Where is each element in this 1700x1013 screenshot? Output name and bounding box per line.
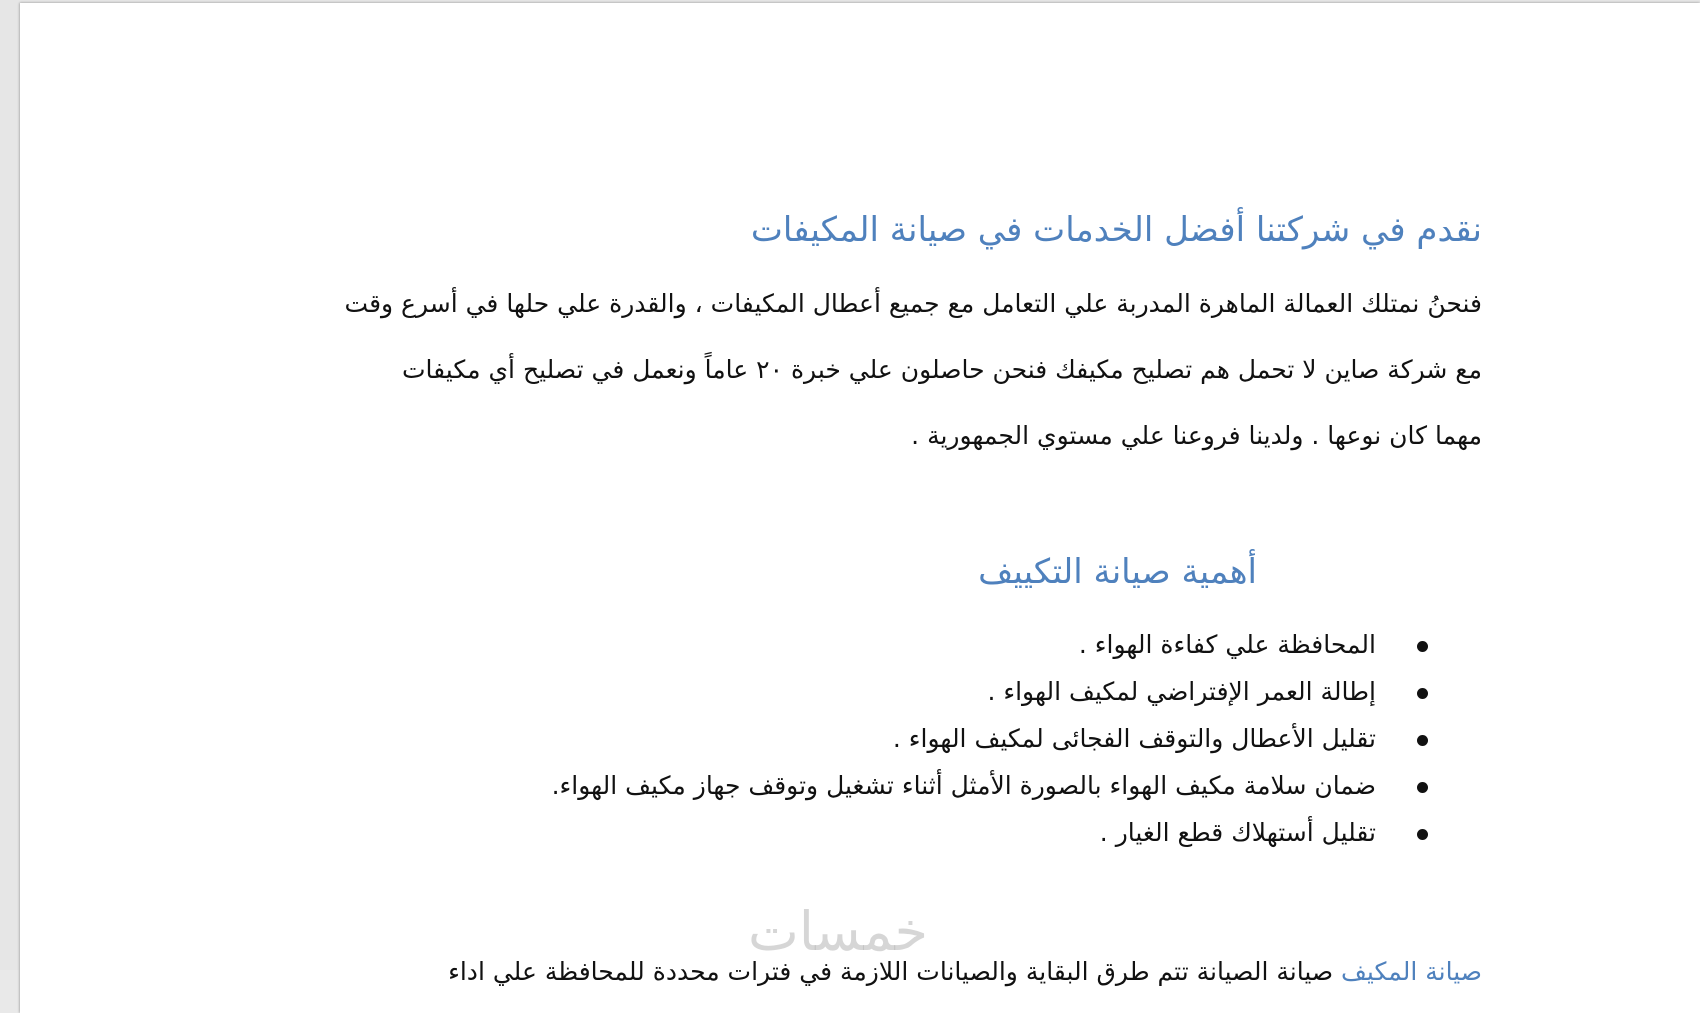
partial-line-lead: صيانة المكيف <box>1341 957 1482 986</box>
heading-maintenance-importance: أهمية صيانة التكييف <box>978 552 1257 592</box>
watermark-logo: خمسات <box>748 900 929 963</box>
list-item-text: المحافظة علي كفاءة الهواء . <box>1078 630 1376 659</box>
list-item-text: إطالة العمر الإفتراضي لمكيف الهواء . <box>987 677 1376 706</box>
list-item <box>260 762 1428 809</box>
paragraph-line: فنحنُ نمتلك العمالة الماهرة المدربة علي التعامل مع جميع أعطال المكيفات ، والقدرة علي حلها في أسرع وقت <box>344 289 1482 318</box>
list-item <box>260 621 1428 668</box>
bullet-icon <box>1417 829 1428 840</box>
list-item-text: تقليل الأعطال والتوقف الفجائى لمكيف الهواء . <box>892 724 1376 753</box>
partial-paragraph-line <box>280 952 1482 992</box>
paragraph-line: مهما كان نوعها . ولدينا فروعنا علي مستوي الجمهورية . <box>911 421 1482 450</box>
bullet-icon <box>1417 641 1428 652</box>
document-content <box>260 205 1482 856</box>
heading-services: نقدم في شركتنا أفضل الخدمات في صيانة المكيفات <box>750 210 1482 250</box>
list-item <box>260 668 1428 715</box>
bullet-icon <box>1417 688 1428 699</box>
list-item <box>260 809 1428 856</box>
bullet-icon <box>1417 735 1428 746</box>
benefits-list <box>260 621 1428 856</box>
bullet-icon <box>1417 782 1428 793</box>
list-item <box>260 715 1428 762</box>
intro-paragraph <box>260 271 1482 469</box>
list-item-text: ضمان سلامة مكيف الهواء بالصورة الأمثل أثناء تشغيل وتوقف جهاز مكيف الهواء. <box>551 771 1376 800</box>
partial-line-rest: صيانة الصيانة تتم طرق البقاية والصيانات اللازمة في فترات محددة للمحافظة علي اداء <box>448 957 1342 986</box>
paragraph-line: مع شركة صاين لا تحمل هم تصليح مكيفك فنحن حاصلون علي خبرة ٢٠ عاماً ونعمل في تصليح أي مكيفات <box>402 355 1482 384</box>
list-item-text: تقليل أستهلاك قطع الغيار . <box>1099 818 1376 847</box>
